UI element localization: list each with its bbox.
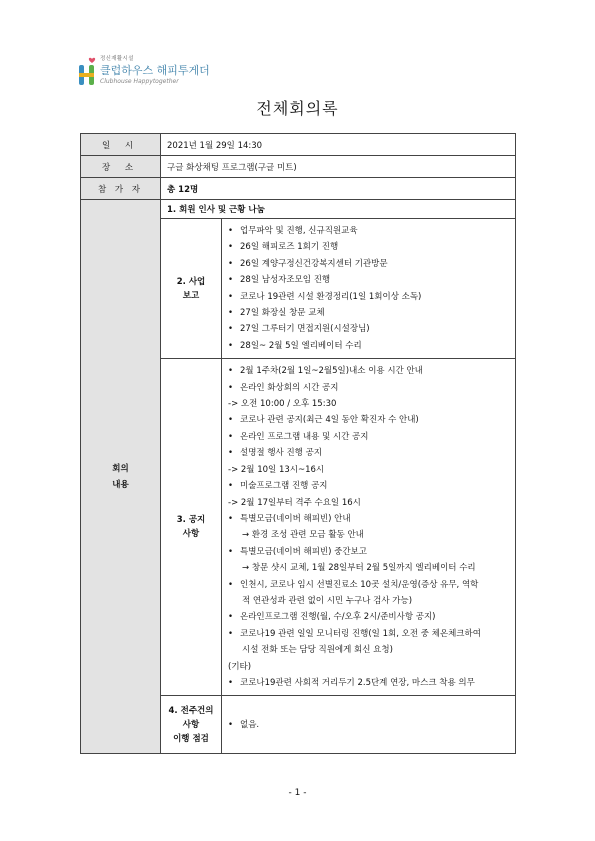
section3-label	[161, 359, 222, 696]
list-item: • 27일 그루터기 면접지원(시설장님)	[228, 321, 511, 337]
section3-label-line1: 3. 공지	[176, 515, 206, 526]
list-item: (기타)	[228, 661, 252, 672]
place-value: 구글 화상채팅 프로그램(구글 미트)	[161, 156, 516, 178]
section3-body	[222, 359, 516, 696]
section3-label-line2: 사항	[182, 529, 200, 540]
list-item: • 코로나 관련 공지(최근 4일 동안 확진자 수 안내)	[228, 412, 511, 428]
list-item: • 26일 계양구정신건강복지센터 기관방문	[228, 256, 511, 272]
list-item: • 27일 화장실 창문 교체	[228, 305, 511, 321]
list-item: • 특별모금(네이버 해피빈) 중간보고	[228, 544, 511, 560]
list-item: -> 2월 10일 13시~16시	[228, 464, 325, 475]
page-number: - 1 -	[288, 788, 307, 798]
section3-list	[222, 359, 515, 695]
section4-label	[161, 696, 222, 754]
org-logo	[76, 52, 216, 92]
list-item: • 온라인프로그램 진행(월, 수/오후 2시/준비사항 공지)	[228, 609, 511, 625]
date-label: 일 시	[81, 134, 161, 156]
org-category: 정신재활시설	[100, 56, 134, 62]
list-item: • 인천시, 코로나 임시 선별진료소 10곳 설치/운영(증상 유무, 역학	[228, 577, 511, 593]
list-item: • 코로나19관련 사회적 거리두기 2.5단계 연장, 마스크 착용 의무	[228, 675, 511, 691]
section4-list	[222, 713, 515, 737]
date-value: 2021년 1월 29일 14:30	[161, 134, 516, 156]
list-item: • 온라인 프로그램 내용 및 시간 공지	[228, 429, 511, 445]
date-row	[81, 134, 516, 156]
list-item: • 미술프로그램 진행 공지	[228, 478, 511, 494]
content-label-line1: 회의	[112, 463, 129, 474]
list-item: -> 오전 10:00 / 오후 15:30	[228, 399, 337, 410]
list-item: → 창문 샷시 교체, 1월 28일부터 2월 5일까지 엘리베이터 수리	[242, 563, 476, 574]
org-name: 클럽하우스 해피투게더	[100, 64, 210, 77]
list-item: 적 연관성과 관련 없이 시민 누구나 검사 가능)	[242, 595, 413, 606]
list-item: • 없음.	[228, 717, 511, 733]
place-row	[81, 156, 516, 178]
section1-row	[81, 200, 516, 219]
list-item: • 28일 남성자조모임 진행	[228, 272, 511, 288]
section1-title: 1. 회원 인사 및 근황 나눔	[161, 200, 516, 219]
list-item: • 온라인 화상회의 시간 공지	[228, 380, 511, 396]
attendees-value: 총 12명	[161, 178, 516, 200]
clubhouse-logo-icon	[76, 56, 98, 90]
section2-list	[222, 219, 515, 358]
content-label	[81, 200, 161, 754]
section2-body	[222, 219, 516, 359]
place-label: 장 소	[81, 156, 161, 178]
section4-label-line3: 이행 점검	[173, 733, 209, 744]
list-item: • 28일~ 2월 5일 엘리베이터 수리	[228, 338, 511, 354]
attendees-label: 참 가 자	[81, 178, 161, 200]
list-item: • 업무파악 및 진행, 신규직원교육	[228, 223, 511, 239]
list-item: 시설 전화 또는 담당 직원에게 회신 요청)	[242, 645, 393, 656]
list-item: • 특별모금(네이버 해피빈) 안내	[228, 511, 511, 527]
list-item: • 코로나19 관련 일일 모니터링 진행(일 1회, 오전 중 체온체크하여	[228, 626, 511, 642]
section4-body	[222, 696, 516, 754]
list-item: • 26일 해피로즈 1회기 진행	[228, 239, 511, 255]
section2-label-line2: 보고	[182, 290, 200, 301]
list-item: • 코로나 19관련 시설 환경정리(1일 1회이상 소독)	[228, 289, 511, 305]
list-item: • 2월 1주차(2월 1일~2월5일)내소 이용 시간 안내	[228, 363, 511, 379]
list-item: • 설명절 행사 진행 공지	[228, 445, 511, 461]
section4-label-line2: 사항	[182, 719, 200, 730]
list-item: -> 2월 17일부터 격주 수요일 16시	[228, 497, 361, 508]
section4-label-line1: 4. 전주건의	[168, 705, 214, 716]
org-name-en: Clubhouse Happytogether	[100, 78, 179, 85]
section2-label-line1: 2. 사업	[176, 276, 206, 287]
attendees-row	[81, 178, 516, 200]
list-item: → 환경 조성 관련 모금 활동 안내	[242, 530, 364, 541]
minutes-table	[80, 133, 516, 754]
document-title: 전체회의록	[256, 99, 339, 118]
section2-label	[161, 219, 222, 359]
content-label-line2: 내용	[112, 479, 129, 490]
